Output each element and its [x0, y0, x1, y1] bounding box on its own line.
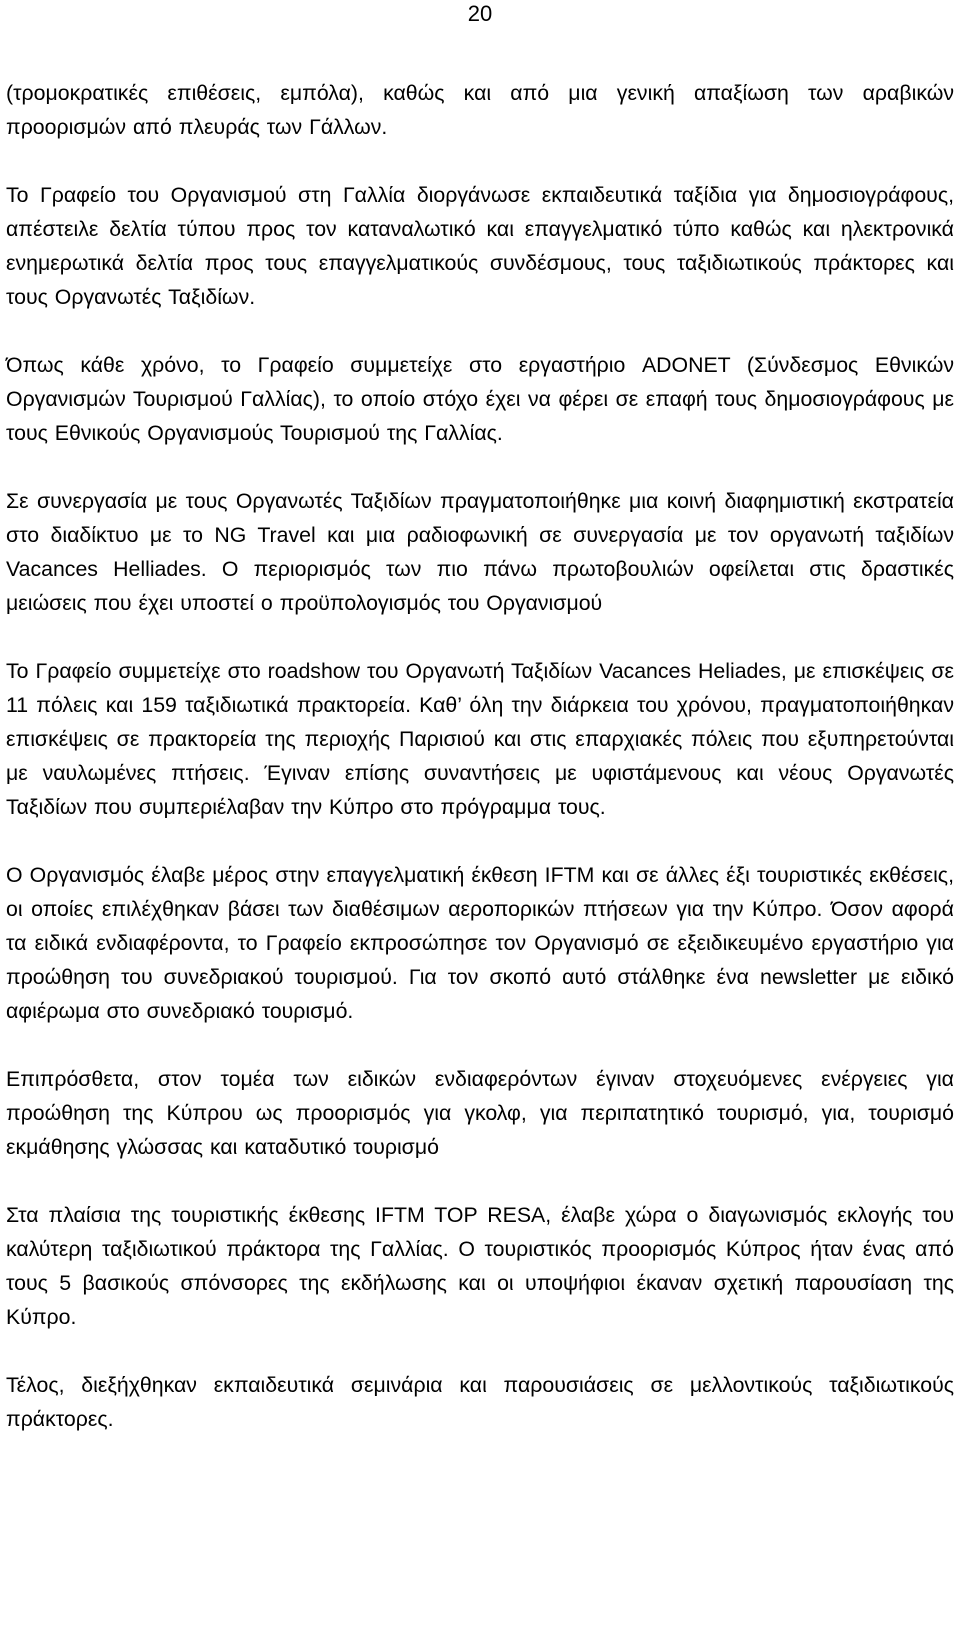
paragraph-roadshow: Το Γραφείο συμμετείχε στο roadshow του Οργανωτή Ταξιδίων Vacances Heliades, με επισκέψεις σε 11 πόλεις και 159 ταξιδιωτικά πρακτορεία. Καθ’ όλη την διάρκεια του χρόνου, πραγματοποιήθηκαν επισκέψεις σε πρακτορεία της περιοχής Παρισιού και στις επαρχιακές πόλεις που εξυπηρετούνται με ναυλωμένες πτήσεις. Έγιναν επίσης συναντήσεις με υφιστάμενους και νέους Οργανωτές Ταξιδίων που συμπεριέλαβαν την Κύπρο στο πρόγραμμα τους.	[6, 659, 954, 819]
paragraph-press-trips: Το Γραφείο του Οργανισμού στη Γαλλία διοργάνωσε εκπαιδευτικά ταξίδια για δημοσιογράφους, απέστειλε δελτία τύπου προς τον καταναλωτικό και επαγγελματικό τύπο καθώς και ηλεκτρονικά ενημερωτικά δελτία προς τους επαγγελματικούς συνδέσμους, τους ταξιδιωτικούς πράκτορες και τους Οργανωτές Ταξιδίων.	[6, 183, 954, 309]
paragraph-seminars: Τέλος, διεξήχθηκαν εκπαιδευτικά σεμινάρια και παρουσιάσεις σε μελλοντικούς ταξιδιωτικούς πράκτορες.	[6, 1373, 954, 1431]
page-number: 20	[467, 1, 493, 26]
paragraph-special-interests: Επιπρόσθετα, στον τομέα των ειδικών ενδιαφερόντων έγιναν στοχευόμενες ενέργειες για προώθηση της Κύπρου ως προορισμός για γκολφ, για περιπατητικό τουρισμό, για, τουρισμό εκμάθησης γλώσσας και καταδυτικό τουρισμό	[6, 1067, 954, 1159]
paragraph-terrorism-context: (τρομοκρατικές επιθέσεις, εμπόλα), καθώς και από μια γενική απαξίωση των αραβικών προορισμών από πλευράς των Γάλλων.	[6, 81, 954, 139]
paragraph-joint-campaign: Σε συνεργασία με τους Οργανωτές Ταξιδίων πραγματοποιήθηκε μια κοινή διαφημιστική εκστρατεία στο διαδίκτυο με το NG Travel και μια ραδιοφωνική σε συνεργασία με τον οργανωτή ταξιδίων Vacances Helliades. Ο περιορισμός των πιο πάνω πρωτοβουλιών οφείλεται στις δραστικές μειώσεις που έχει υποστεί ο προϋπολογισμός του Οργανισμού	[6, 489, 954, 615]
document-body	[6, 76, 954, 1470]
paragraph-adonet-workshop: Όπως κάθε χρόνο, το Γραφείο συμμετείχε στο εργαστήριο ADONET (Σύνδεσμος Εθνικών Οργανισμών Τουρισμού Γαλλίας), το οποίο στόχο έχει να φέρει σε επαφή τους δημοσιογράφους με τους Εθνικούς Οργανισμούς Τουρισμού της Γαλλίας.	[6, 353, 954, 445]
paragraph-top-resa-contest: Στα πλαίσια της τουριστικής έκθεσης IFTM TOP RESA, έλαβε χώρα ο διαγωνισμός εκλογής του καλύτερη ταξιδιωτικού πράκτορα της Γαλλίας. Ο τουριστικός προορισμός Κύπρος ήταν ένας από τους 5 βασικούς σπόνσορες της εκδήλωσης και οι υποψήφιοι έκαναν σχετική παρουσίαση της Κύπρο.	[6, 1203, 954, 1329]
paragraph-iftm-exhibition: Ο Οργανισμός έλαβε μέρος στην επαγγελματική έκθεση IFTM και σε άλλες έξι τουριστικές εκθέσεις, οι οποίες επιλέχθηκαν βάσει των διαθέσιμων αεροπορικών πτήσεων για την Κύπρο. Όσον αφορά τα ειδικά ενδιαφέροντα, το Γραφείο εκπροσώπησε τον Οργανισμό σε εξειδικευμένο εργαστήριο για προώθηση του συνεδριακού τουρισμού. Για τον σκοπό αυτό στάλθηκε ένα newsletter με ειδικό αφιέρωμα στο συνεδριακό τουρισμό.	[6, 863, 954, 1023]
